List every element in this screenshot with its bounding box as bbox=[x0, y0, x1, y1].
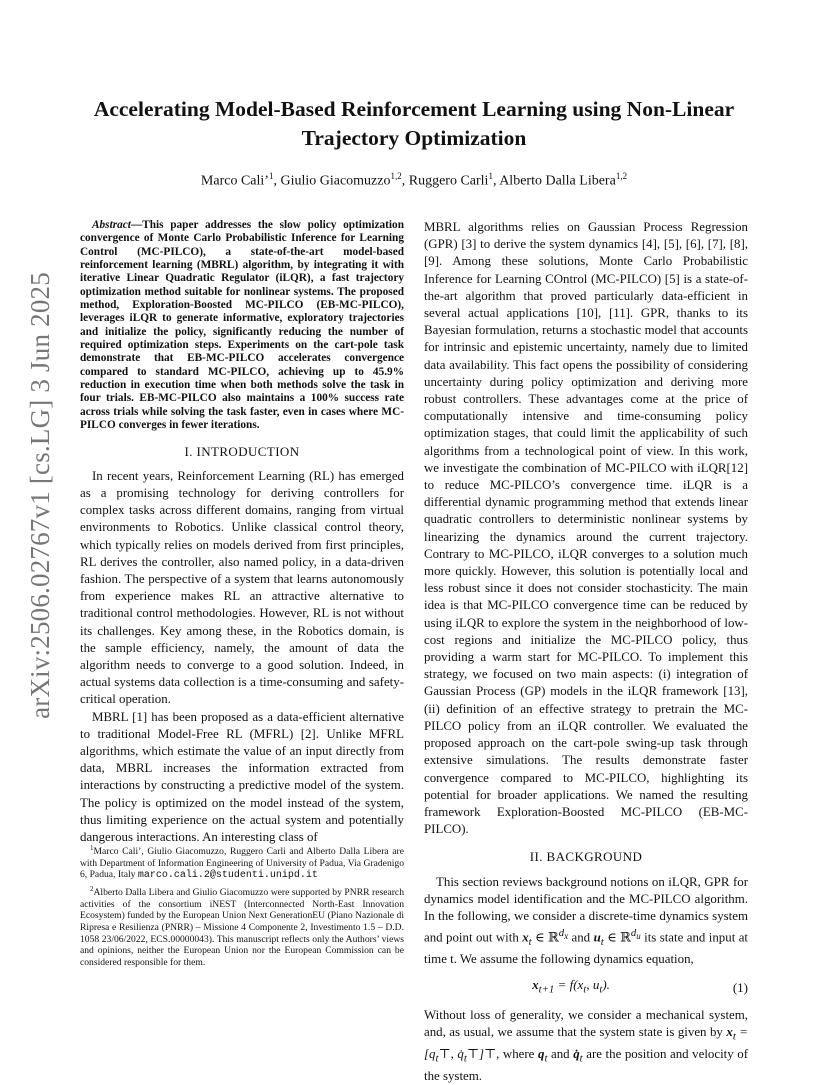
section-heading-introduction: I. INTRODUCTION bbox=[184, 443, 300, 459]
author-list: Marco Cali’$^1$, Giulio Giacomuzzo$^{1,2}$, Ruggero Carli$^1$, Alberto Dalla Libera$^{1,2}$ bbox=[200, 171, 628, 189]
background-paragraph-2: Without loss of generality, we consider a mechanical system, and, as usual, we assume that the system state is given by $x_t$ = [$q_t⊤$, $q̇_t⊤]⊤$, where $q_t$ and $q̇_t$ are the position and velocity of the system. bbox=[424, 1008, 749, 1083]
footnote-email: marco.cali.2@studenti.unipd.it bbox=[137, 870, 318, 882]
left-column bbox=[80, 219, 404, 846]
author-name: Giulio Giacomuzzo bbox=[280, 173, 391, 189]
author-affiliation: 1 bbox=[488, 171, 493, 181]
equation-1 bbox=[424, 976, 748, 999]
title-line-1: Accelerating Model-Based Reinforcement Learning using Non-Linear bbox=[93, 97, 735, 121]
arxiv-id: arXiv:2506.02767v1 [cs.LG] 3 Jun 2025 bbox=[24, 271, 55, 719]
right-column bbox=[424, 219, 748, 1085]
arxiv-sidebar-stamp bbox=[22, 271, 58, 719]
title-line-2: Trajectory Optimization bbox=[301, 126, 527, 150]
intro-paragraph-1: In recent years, Reinforcement Learning (RL) has emerged as a promising technology for deriving controllers for complex tasks across different domains, ranging from virtual environments to Robotics. Unlike classical control theory, which typically relies on models derived from first principles, RL derives the controller, also named policy, in a data-driven fashion. The perspective of a system that learns autonomously from experience makes RL an attractive alternative to traditional control methodologies. However, RL is not without its challenges. Key among these, in the Robotics domain, is the sample efficiency, namely, the amount of data the algorithm needs to converge to a good solution. Indeed, in actual systems data collection is a time-consuming and safety-critical operation. bbox=[80, 468, 404, 707]
background-paragraph-1: This section reviews background notions on iLQR, GPR for dynamics model identification and the MC-PILCO algorithm. In the following, we consider a discrete-time dynamics system and point out with $x_t$ ∈ ℝ$^{d_x}$ and $u_t$ ∈ ℝ$^{d_u}$ its state and input at time t. We assume the following dynamics equation, bbox=[424, 874, 749, 967]
author-affiliation: 1,2 bbox=[615, 171, 628, 181]
abstract-label: Abstract bbox=[92, 219, 131, 231]
equation-1-number: (1) bbox=[732, 980, 748, 996]
author-name: Alberto Dalla Libera bbox=[499, 173, 616, 189]
equation-1-body: $x_{t+1} = f(x_t$, $u_t$). bbox=[532, 977, 610, 996]
abstract: Abstract—This paper addresses the slow policy optimization convergence of Monte Carlo Probabilistic Inference for Learning Control (MC-PILCO), a state-of-the-art model-based reinforcement learning (MBRL) algorithm, by integrating it with iterative Linear Quadratic Regulator (iLQR), a fast trajectory optimization method suitable for nonlinear systems. The proposed method, Exploration-Boosted MC-PILCO (EB-MC-PILCO), leverages iLQR to generate informative, exploratory trajectories and initialize the policy, significantly reducing the number of required optimization steps. Experiments on the cart-pole task demonstrate that EB-MC-PILCO accelerates convergence compared to standard MC-PILCO, achieving up to 45.9% reduction in execution time when both methods solve the task in four trials. EB-MC-PILCO also maintains a 100% success rate across trials while solving the task faster, even in cases where MC-PILCO converges in fewer iterations. bbox=[80, 219, 404, 432]
footnote-1: $^1$Marco Cali’, Giulio Giacomuzzo, Ruggero Carli and Alberto Dalla Libera are with Department of Information Engineering of University of Padua, Via Gradenigo 6, Padua, Italy marco.cali.2@studenti.unipd.it bbox=[80, 844, 404, 882]
footnote-2: $^2$Alberto Dalla Libera and Giulio Giacomuzzo were supported by PNRR research activities of the consortium iNEST (Interconnected North-East Innovation Ecosystem) funded by the European Union Next GenerationEU (Piano Nazionale di Ripresa e Resilienza (PNRR) – Missione 4 Componente 2, Investimento 1.5 – D.D. 1058 23/06/2022, ECS.00000043). This manuscript reflects only the Authors’ views and opinions, neither the European Union nor the European Commission can be considered responsible for them. bbox=[80, 884, 404, 968]
author-affiliation: 1,2 bbox=[390, 171, 402, 181]
author-name: Marco Cali’ bbox=[200, 173, 269, 189]
paper-title bbox=[60, 95, 768, 153]
author-affiliation: 1 bbox=[268, 171, 274, 181]
intro-paragraph-2: MBRL [1] has been proposed as a data-efficient alternative to traditional Model-Free RL (MFRL) [2]. Unlike MFRL algorithms, which estimate the value of an input directly from data, MBRL increases the information extracted from interactions by constructing a predictive model of the system. The policy is optimized on the model instead of the system, thus limiting experience on the actual system and potentially dangerous interactions. An interesting class of bbox=[80, 709, 404, 844]
footnotes bbox=[80, 843, 404, 970]
right-paragraph-1: MBRL algorithms relies on Gaussian Process Regression (GPR) [3] to derive the system dynamics [4], [5], [6], [7], [8], [9]. Among these solutions, Monte Carlo Probabilistic Inference for Learning COntrol (MC-PILCO) [5] is a state-of-the-art algorithm that proved particularly data-efficient in several actual applications [10], [11]. GPR, thanks to its Bayesian formulation, returns a stochastic model that accounts for intrinsic and epistemic uncertainty, namely due to limited data availability. This fact opens the possibility of considering uncertainty during policy optimization and deriving more robust controllers. These advantages come at the price of computationally intensive and time-consuming policy optimization stages, that could limit the applicability of such algorithms from a technological point of view. In this work, we investigate the combination of MC-PILCO with iLQR[12] to reduce MC-PILCO’s convergence time. iLQR is a differential dynamic programming method that extends linear quadratic controllers to deterministic nonlinear systems by linearizing the dynamics around the current trajectory. Contrary to MC-PILCO, iLQR converges to a solution much more quickly. However, this solution is potentially local and less robust since it does not consider stochasticity. The main idea is that MC-PILCO convergence time can be reduced by using iLQR to explore the system in the neighborhood of low-cost regions and initialize the MC-PILCO policy, thus providing a warm start for MC-PILCO. To implement this strategy, we focused on two main aspects: (i) integration of Gaussian Process (GP) models in the iLQR framework [13], (ii) definition of an effective strategy to pretrain the MC-PILCO policy from an iLQR controller. We evaluated the proposed approach on the cart-pole swing-up task through extensive simulations. The results demonstrate faster convergence compared to MC-PILCO, highlighting its potential for broader applications. We named the resulting framework Exploration-Boosted MC-PILCO (EB-MC-PILCO). bbox=[424, 220, 748, 837]
abstract-text: This paper addresses the slow policy optimization convergence of Monte Carlo Probabilistic Inference for Learning Control (MC-PILCO), a state-of-the-art model-based reinforcement learning (MBRL) algorithm, by integrating it with iterative Linear Quadratic Regulator (iLQR), a fast trajectory optimization method suitable for nonlinear systems. The proposed method, Exploration-Boosted MC-PILCO (EB-MC-PILCO), leverages iLQR to generate informative, exploratory trajectories and initialize the policy, significantly reducing the number of required optimization steps. Experiments on the cart-pole task demonstrate that EB-MC-PILCO accelerates convergence compared to standard MC-PILCO, achieving up to 45.9% reduction in execution time when both methods solve the task in four trials. EB-MC-PILCO also maintains a 100% success rate across trials while solving the task faster, even in cases where MC-PILCO converges in fewer iterations. bbox=[80, 219, 404, 432]
section-heading-background: II. BACKGROUND bbox=[529, 849, 643, 865]
author-name: Ruggero Carli bbox=[408, 173, 489, 189]
